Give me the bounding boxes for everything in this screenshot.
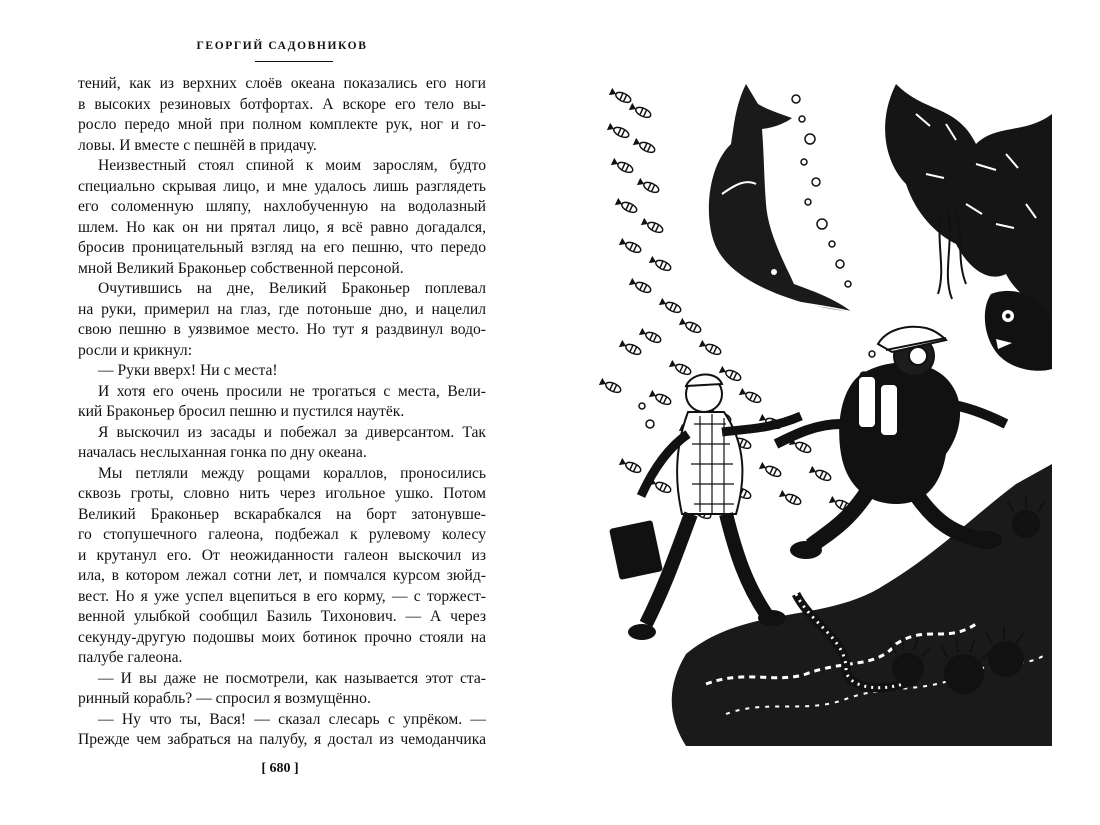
fish — [637, 178, 660, 195]
text-line: бросив проницательный взгляд на его пешню, что передо — [78, 239, 486, 256]
text-line: на руки, примерил на глаз, где потоньше дно, и нацелил — [78, 300, 486, 318]
text-line: росло передо мной при полном комплекте рук, ног и го- — [78, 116, 486, 133]
running-head-rule — [255, 61, 333, 62]
fish — [609, 88, 632, 105]
text-line: — Ну что ты, Вася! — сказал слесарь с упрёком. — — [98, 710, 486, 728]
fish — [629, 103, 652, 120]
illustration-underwater-chase — [596, 84, 1052, 746]
text-line: росли и крикнул: — [78, 341, 193, 359]
fish — [649, 256, 672, 273]
text-line: мной Великий Браконьер собственной персоной. — [78, 259, 404, 277]
fish — [607, 123, 630, 140]
fish — [719, 366, 742, 383]
text-line: ила, в котором лежал сотни лет, и помчался курсом зюйд- — [78, 567, 486, 584]
text-line: венной улыбкой сообщил Базиль Тихонович. — А через — [78, 608, 486, 625]
fish — [739, 388, 762, 405]
fish — [629, 278, 652, 295]
fish — [679, 318, 702, 335]
fish — [615, 198, 638, 215]
text-line: свою пешню в уязвимое место. Но тут я раздвинул водо- — [78, 321, 486, 338]
text-line: началась неслыханная гонка по дну океана. — [78, 444, 367, 461]
text-line: и крутанул его. От неожиданности галеон выскочил из — [78, 546, 486, 564]
body-text-column — [78, 74, 486, 751]
text-line: Неизвестный стоял спиной к моим зарослям, будто — [98, 157, 486, 174]
text-line: Прежде чем забраться на палубу, я достал из чемоданчика — [78, 731, 486, 748]
dolphin — [709, 84, 852, 312]
fish — [641, 218, 664, 235]
fish — [619, 340, 642, 357]
suitcase — [609, 520, 663, 580]
boy-running — [609, 374, 801, 640]
text-line: И хотя его очень просили не трогаться с места, Вели- — [98, 382, 486, 400]
fish — [619, 238, 642, 255]
text-line: секунду-другую подошвы моих ботинок прочно стояли на — [78, 628, 486, 646]
fish — [809, 466, 832, 483]
fish — [619, 458, 642, 475]
running-head: ГЕОРГИЙ САДОВНИКОВ — [196, 40, 368, 52]
fish — [639, 328, 662, 345]
text-line: ринный корабль? — спросил я возмущённо. — [78, 690, 371, 707]
text-line: шлем. Но как он ни прятал лицо, я всё равно догадался, — [78, 218, 486, 236]
text-line: в высоких резиновых ботфортах. А вскоре его тело вы- — [78, 95, 486, 113]
page-number: [ 680 ] — [261, 761, 299, 776]
text-line: вест. Но я уже успел вцепиться в его корму, — с торжест- — [78, 587, 486, 605]
fish — [669, 360, 692, 377]
text-line: Очутившись на дне, Великий Браконьер поплевал — [98, 280, 486, 297]
text-line: Великий Браконьер вскарабкался на борт затонувше- — [78, 505, 486, 523]
coral-tree — [885, 84, 1052, 324]
fish — [699, 340, 722, 357]
text-line: тений, как из верхних слоёв океана показались его ноги — [78, 75, 486, 92]
fish — [759, 462, 782, 479]
text-line: — Руки вверх! Ни с места! — [98, 362, 278, 379]
fish — [611, 158, 634, 175]
text-line: ловы. И вместе с пешнёй в придачу. — [78, 136, 317, 154]
text-line: Я выскочил из засады и побежал за диверсантом. Так — [98, 423, 486, 441]
text-line: специально скрывая лицо, и мне удалось лишь разглядеть — [78, 177, 486, 195]
text-line: его соломенную шляпу, нахлобученную на водолазный — [78, 198, 486, 215]
text-line: кий Браконьер бросил пешню и пустился наутёк. — [78, 403, 405, 420]
text-line: — И вы даже не посмотрели, как называется этот ста- — [98, 669, 486, 687]
text-line: палубе галеона. — [78, 649, 183, 666]
fish — [599, 378, 622, 395]
text-line: Мы петляли между рощами кораллов, проносились — [98, 464, 486, 482]
text-line: го стопушечного галеона, подбежал к рулевому колесу — [78, 526, 486, 543]
fish — [779, 490, 802, 507]
fish — [659, 298, 682, 315]
fish — [633, 138, 656, 155]
text-line: сквозь гроты, словно нить через игольное ушко. Потом — [78, 485, 486, 502]
fish — [649, 390, 672, 407]
